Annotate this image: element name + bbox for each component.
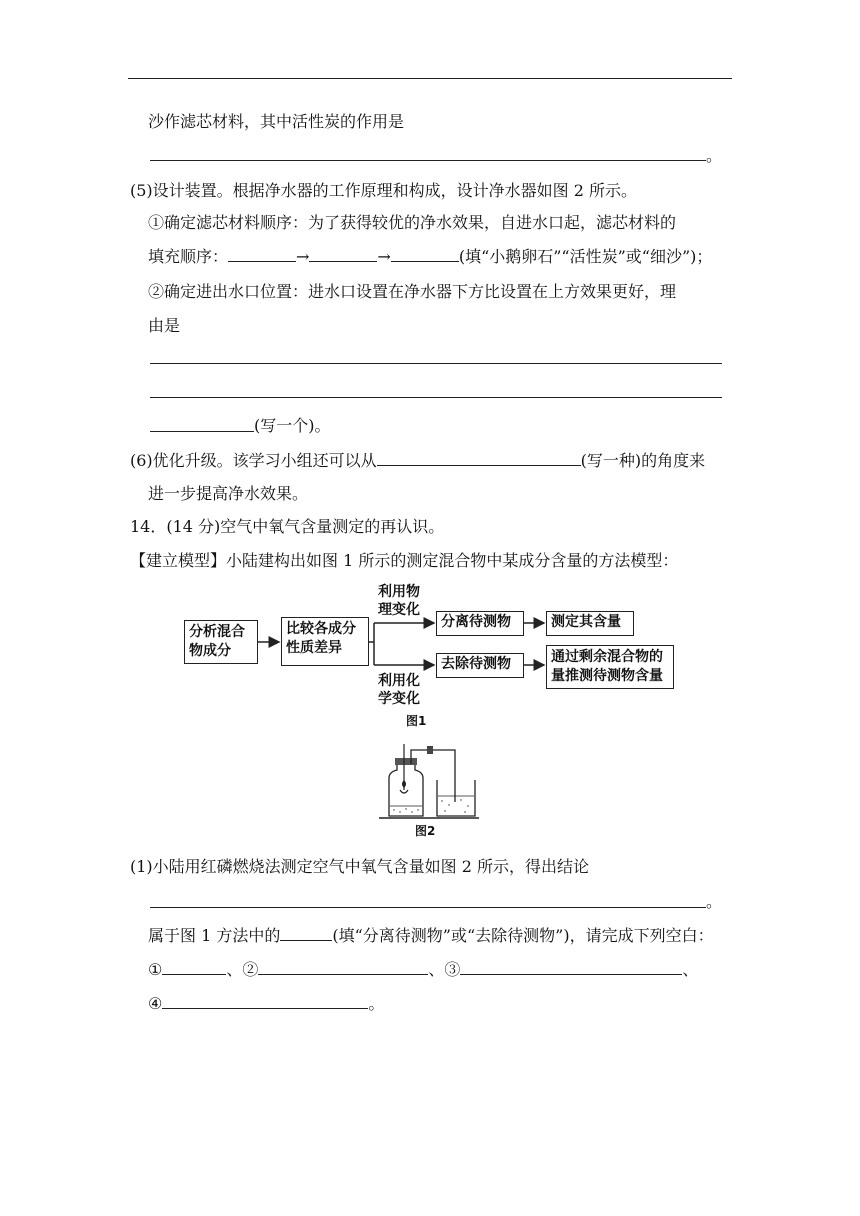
delivery-tube: [411, 750, 455, 802]
label-chemical-line-1: 利用化: [378, 673, 420, 689]
question-1-line: (1)小陆用红磷燃烧法测定空气中氧气含量如图 2 所示，得出结论: [130, 857, 590, 876]
circle-2: 、②: [226, 960, 259, 979]
beaker: [437, 780, 475, 816]
box-infer-line-1: 通过剩余混合物的: [551, 649, 663, 665]
answer-blank-4[interactable]: [162, 994, 368, 1009]
bottle-stopper: [395, 758, 417, 765]
method-type-line: [148, 926, 714, 946]
arrow-1: →: [296, 247, 310, 266]
label-chemical-line-2: 学变化: [378, 691, 420, 707]
text-line-6: ②确定进出水口位置：进水口设置在净水器下方比设置在上方效果更好，理: [148, 282, 677, 301]
method-type-hint: (填“分离待测物”或“去除待测物”)，请完成下列空白：: [332, 926, 714, 945]
arrow-2: →: [377, 247, 391, 266]
period: 。: [706, 146, 723, 165]
circle-3: 、③: [428, 960, 461, 979]
period-3: 。: [368, 994, 385, 1013]
circle-1: ①: [148, 960, 163, 979]
circle-4: ④: [148, 994, 163, 1013]
apparatus-diagram: [375, 740, 485, 822]
box-analyze-line-2: 物成分: [189, 643, 231, 659]
label-physical-line-1: 利用物: [378, 584, 420, 600]
answer-blank-conclusion[interactable]: [150, 907, 706, 908]
period-2: 。: [706, 892, 723, 911]
box-compare-line-2: 性质差异: [286, 640, 342, 656]
filter-hint: (填“小鹅卵石”“活性炭”或“细沙”)；: [458, 247, 713, 266]
answer-blank-2[interactable]: [258, 960, 428, 975]
box-analyze-line-1: 分析混合: [189, 624, 245, 640]
write-one-hint: (写一个)。: [254, 416, 331, 435]
answer-blank-1[interactable]: [162, 960, 226, 975]
question-6-hint: (写一种)的角度来: [580, 451, 706, 470]
question-6-label: (6)优化升级。该学习小组还可以从: [130, 451, 377, 470]
box-compare-line-1: 比较各成分: [286, 621, 356, 637]
text-line-1: 沙作滤芯材料，其中活性炭的作用是: [148, 112, 405, 131]
text-line-4: ①确定滤芯材料顺序：为了获得较优的净水效果，自进水口起，滤芯材料的: [148, 213, 677, 232]
clamp: [427, 746, 433, 754]
separator: 、: [682, 960, 699, 979]
method-type-label: 属于图 1 方法中的: [148, 926, 281, 945]
box-remove: 去除待测物: [436, 653, 524, 678]
question-14-heading: 14．(14 分)空气中氧气含量测定的再认识。: [130, 517, 445, 536]
collecting-bottle: [389, 764, 423, 816]
label-physical-line-2: 理变化: [378, 602, 420, 618]
fill-blanks-line-2: [148, 994, 384, 1014]
filter-order-label: 填充顺序：: [148, 247, 229, 266]
figure-2-caption: 图2: [415, 824, 436, 838]
question-5-heading: (5)设计装置。根据净水器的工作原理和构成，设计净水器如图 2 所示。: [130, 181, 638, 200]
answer-blank-method[interactable]: [280, 926, 332, 941]
figure-1-caption: 图1: [406, 714, 427, 728]
fill-blanks-line-1: [148, 960, 698, 980]
box-infer-line-2: 量推测待测物含量: [551, 668, 663, 684]
text-line-7: 由是: [148, 316, 181, 335]
text-line-12: 进一步提高净水效果。: [148, 484, 309, 503]
build-model-line: 【建立模型】小陆建构出如图 1 所示的测定混合物中某成分含量的方法模型：: [130, 551, 679, 570]
flame-icon: [402, 780, 406, 788]
box-measure: 测定其含量: [546, 611, 634, 636]
box-separate: 分离待测物: [436, 611, 524, 636]
answer-blank-3[interactable]: [460, 960, 682, 975]
